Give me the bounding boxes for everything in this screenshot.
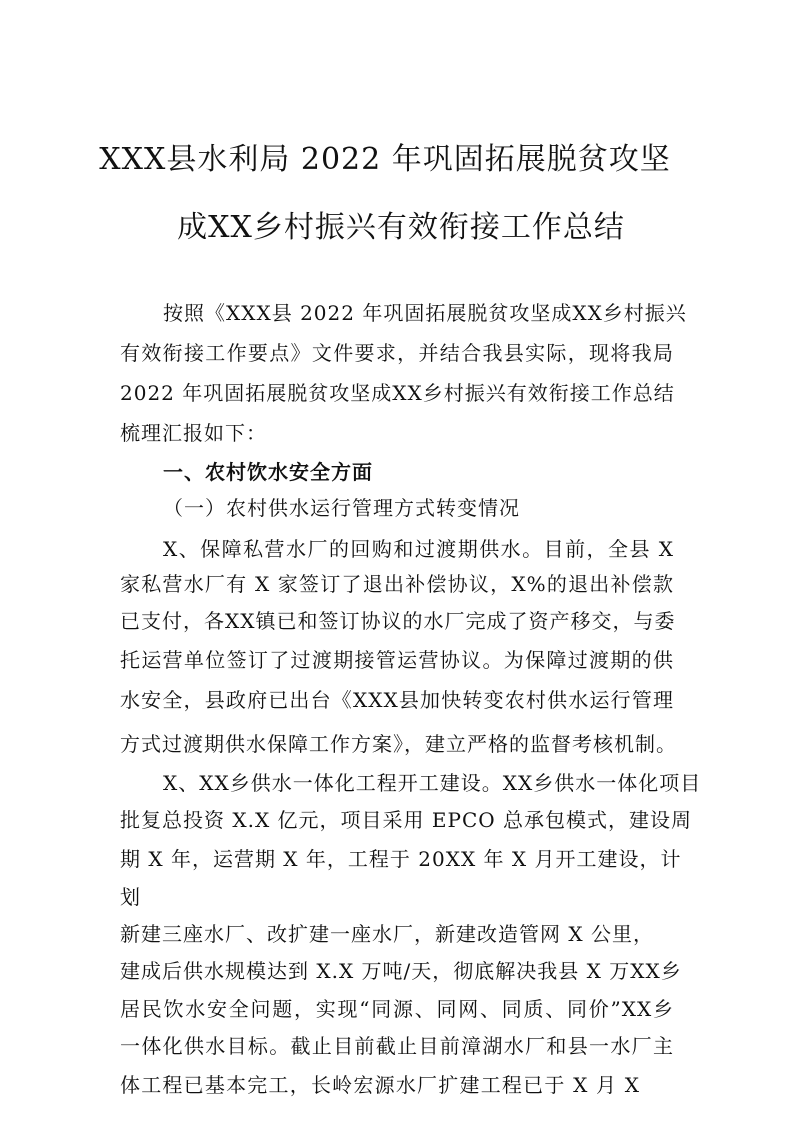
- para2-line-3: 期 X 年，运营期 X 年，工程于 20XX 年 X 月开工建设，计: [120, 847, 682, 871]
- para1-line-4: 托运营单位签订了过渡期接管运营协议。为保障过渡期的供: [120, 648, 674, 672]
- intro-line-4: 梳理汇报如下：: [120, 421, 267, 445]
- para1-line-5: 水安全，县政府已出台《XXX县加快转变农村供水运行管理: [120, 688, 674, 712]
- para1-line-1: X、保障私营水厂的回购和过渡期供水。目前，全县 X: [163, 537, 674, 561]
- subsection-heading-1: （一）农村供水运行管理方式转变情况: [163, 496, 520, 520]
- para2-line-6: 建成后供水规模达到 X.X 万吨/天，彻底解决我县 X 万XX乡: [120, 959, 682, 983]
- para2-line-8: 一体化供水目标。截止目前截止目前漳湖水厂和县一水厂主: [120, 1034, 674, 1058]
- para2-line-7: 居民饮水安全问题，实现“同源、同网、同质、同价”XX乡: [120, 997, 674, 1021]
- intro-line-1: 按照《XXX县 2022 年巩固拓展脱贫攻坚成XX乡村振兴: [163, 301, 687, 325]
- intro-line-2: 有效衔接工作要点》文件要求，并结合我县实际，现将我局: [120, 341, 674, 365]
- para1-line-2: 家私营水厂有 X 家签订了退出补偿协议，X%的退出补偿款: [120, 572, 674, 596]
- section-heading-1: 一、农村饮水安全方面: [163, 460, 373, 484]
- document-title-line-2: 成XX乡村振兴有效衔接工作总结: [177, 210, 625, 245]
- para2-line-5: 新建三座水厂、改扩建一座水厂，新建改造管网 X 公里，: [120, 922, 654, 946]
- intro-line-3: 2022 年巩固拓展脱贫攻坚成XX乡村振兴有效衔接工作总结: [120, 381, 675, 405]
- para2-line-1: X、XX乡供水一体化工程开工建设。XX乡供水一体化项目: [163, 771, 702, 795]
- document-title-line-1: XXX县水利局 2022 年巩固拓展脱贫攻坚: [99, 142, 671, 177]
- para2-line-9: 体工程已基本完工，长岭宏源水厂扩建工程已于 X 月 X: [120, 1073, 640, 1097]
- para2-line-4: 划: [120, 885, 141, 909]
- para1-line-3: 已支付，各XX镇已和签订协议的水厂完成了资产移交，与委: [120, 609, 676, 633]
- para2-line-2: 批复总投资 X.X 亿元，项目采用 EPCO 总承包模式，建设周: [120, 808, 693, 832]
- para1-line-6: 方式过渡期供水保障工作方案》，建立严格的监督考核机制。: [120, 732, 677, 756]
